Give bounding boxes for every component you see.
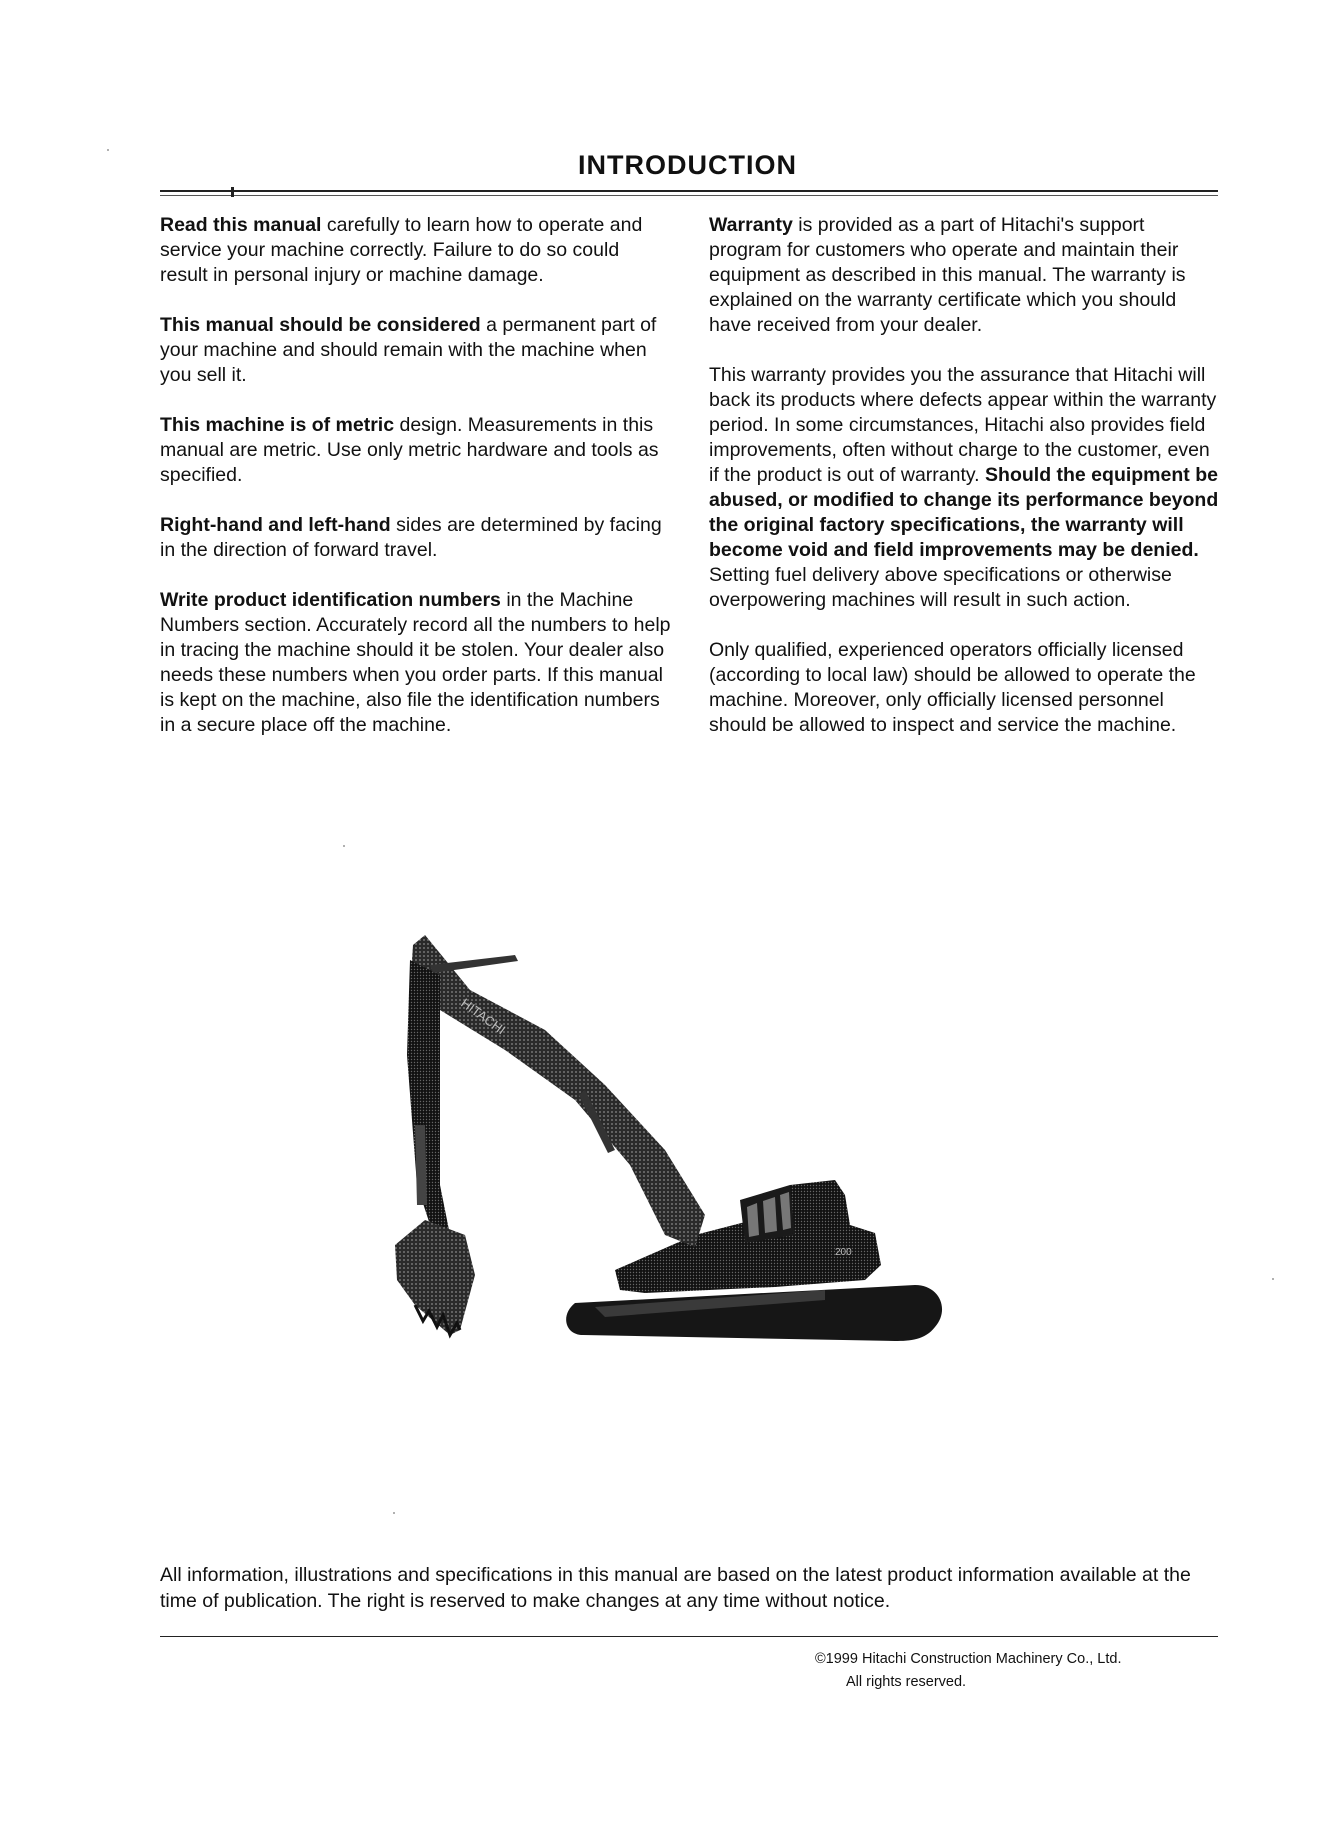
paragraph-permanent-part (160, 313, 672, 388)
footer-rule (160, 1636, 1218, 1637)
scan-speck (393, 1512, 395, 1514)
copyright-line: ©1999 Hitachi Construction Machinery Co., Ltd. (815, 1651, 1122, 1667)
right-column (709, 213, 1221, 763)
paragraph-assurance (709, 363, 1221, 613)
paragraph-warranty (709, 213, 1221, 338)
title-rule (160, 190, 1218, 192)
rule-marker (231, 187, 234, 197)
brand-label: HITACHI (458, 995, 509, 1038)
paragraph-text: carefully to learn how to operate and service your machine correctly. Failure to do so could result in personal injury or machine damage. (160, 214, 643, 286)
scan-speck (1272, 1278, 1274, 1280)
scan-speck (343, 845, 345, 847)
paragraph-lead: Warranty (709, 214, 793, 236)
paragraph-text: Setting fuel delivery above specifications or otherwise overpowering machines will result in such action. (709, 564, 1172, 611)
bucket-shape (395, 1220, 475, 1335)
paragraph-lead: Right-hand and left-hand (160, 514, 391, 536)
rights-reserved: All rights reserved. (846, 1674, 967, 1690)
excavator-illustration (395, 935, 960, 1400)
paragraph-metric (160, 413, 672, 488)
paragraph-operators: Only qualified, experienced operators officially licensed (according to local law) should be allowed to operate the machine. Moreover, only officially licensed personnel should be allowed to inspect and service the machine. (709, 639, 1196, 736)
left-column (160, 213, 672, 763)
scan-speck (107, 149, 109, 151)
paragraph-lead: This manual should be considered (160, 314, 481, 336)
paragraph-read-manual (160, 213, 672, 288)
paragraph-text: in the Machine Numbers section. Accurately record all the numbers to help in tracing the machine should it be stolen. Your dealer also needs these numbers when you order parts. If this manual is kept on the machine, also file the identification numbers in a secure place off the machine. (160, 589, 671, 736)
paragraph-lead: This machine is of metric (160, 414, 395, 436)
model-label: 200 (835, 1247, 852, 1258)
paragraph-text: sides are determined by facing in the direction of forward travel. (160, 514, 662, 561)
paragraph-text: a permanent part of your machine and should remain with the machine when you sell it. (160, 314, 657, 386)
paragraph-text: is provided as a part of Hitachi's support program for customers who operate and maintain their equipment as described in this manual. The warranty is explained on the warranty certificate which you should have received from your dealer. (709, 214, 1186, 336)
hydraulic-cylinder (415, 1125, 427, 1205)
title-rule-secondary (160, 195, 1218, 196)
paragraph-lead: Write product identification numbers (160, 589, 501, 611)
disclaimer-note: All information, illustrations and specifications in this manual are based on the latest product information available at the time of publication. The right is reserved to make changes at any time without notice. (160, 1564, 1191, 1612)
paragraph-text: This warranty provides you the assurance that Hitachi will back its products where defects appear within the warranty period. In some circumstances, Hitachi also provides field improvements, often without charge to the customer, even if the product is out of warranty. (709, 364, 1217, 486)
warranty-void-warning: Should the equipment be abused, or modified to change its performance beyond the original factory specifications, the warranty will become void and field improvements may be denied. (709, 464, 1219, 561)
paragraph-text: design. Measurements in this manual are metric. Use only metric hardware and tools as specified. (160, 414, 659, 486)
copyright-block (815, 1648, 1175, 1694)
paragraph-identification-numbers (160, 588, 672, 738)
paragraph-lead: Read this manual (160, 214, 322, 236)
page-title: INTRODUCTION (578, 150, 797, 180)
boom-shape (409, 935, 705, 1247)
paragraph-right-left (160, 513, 672, 563)
